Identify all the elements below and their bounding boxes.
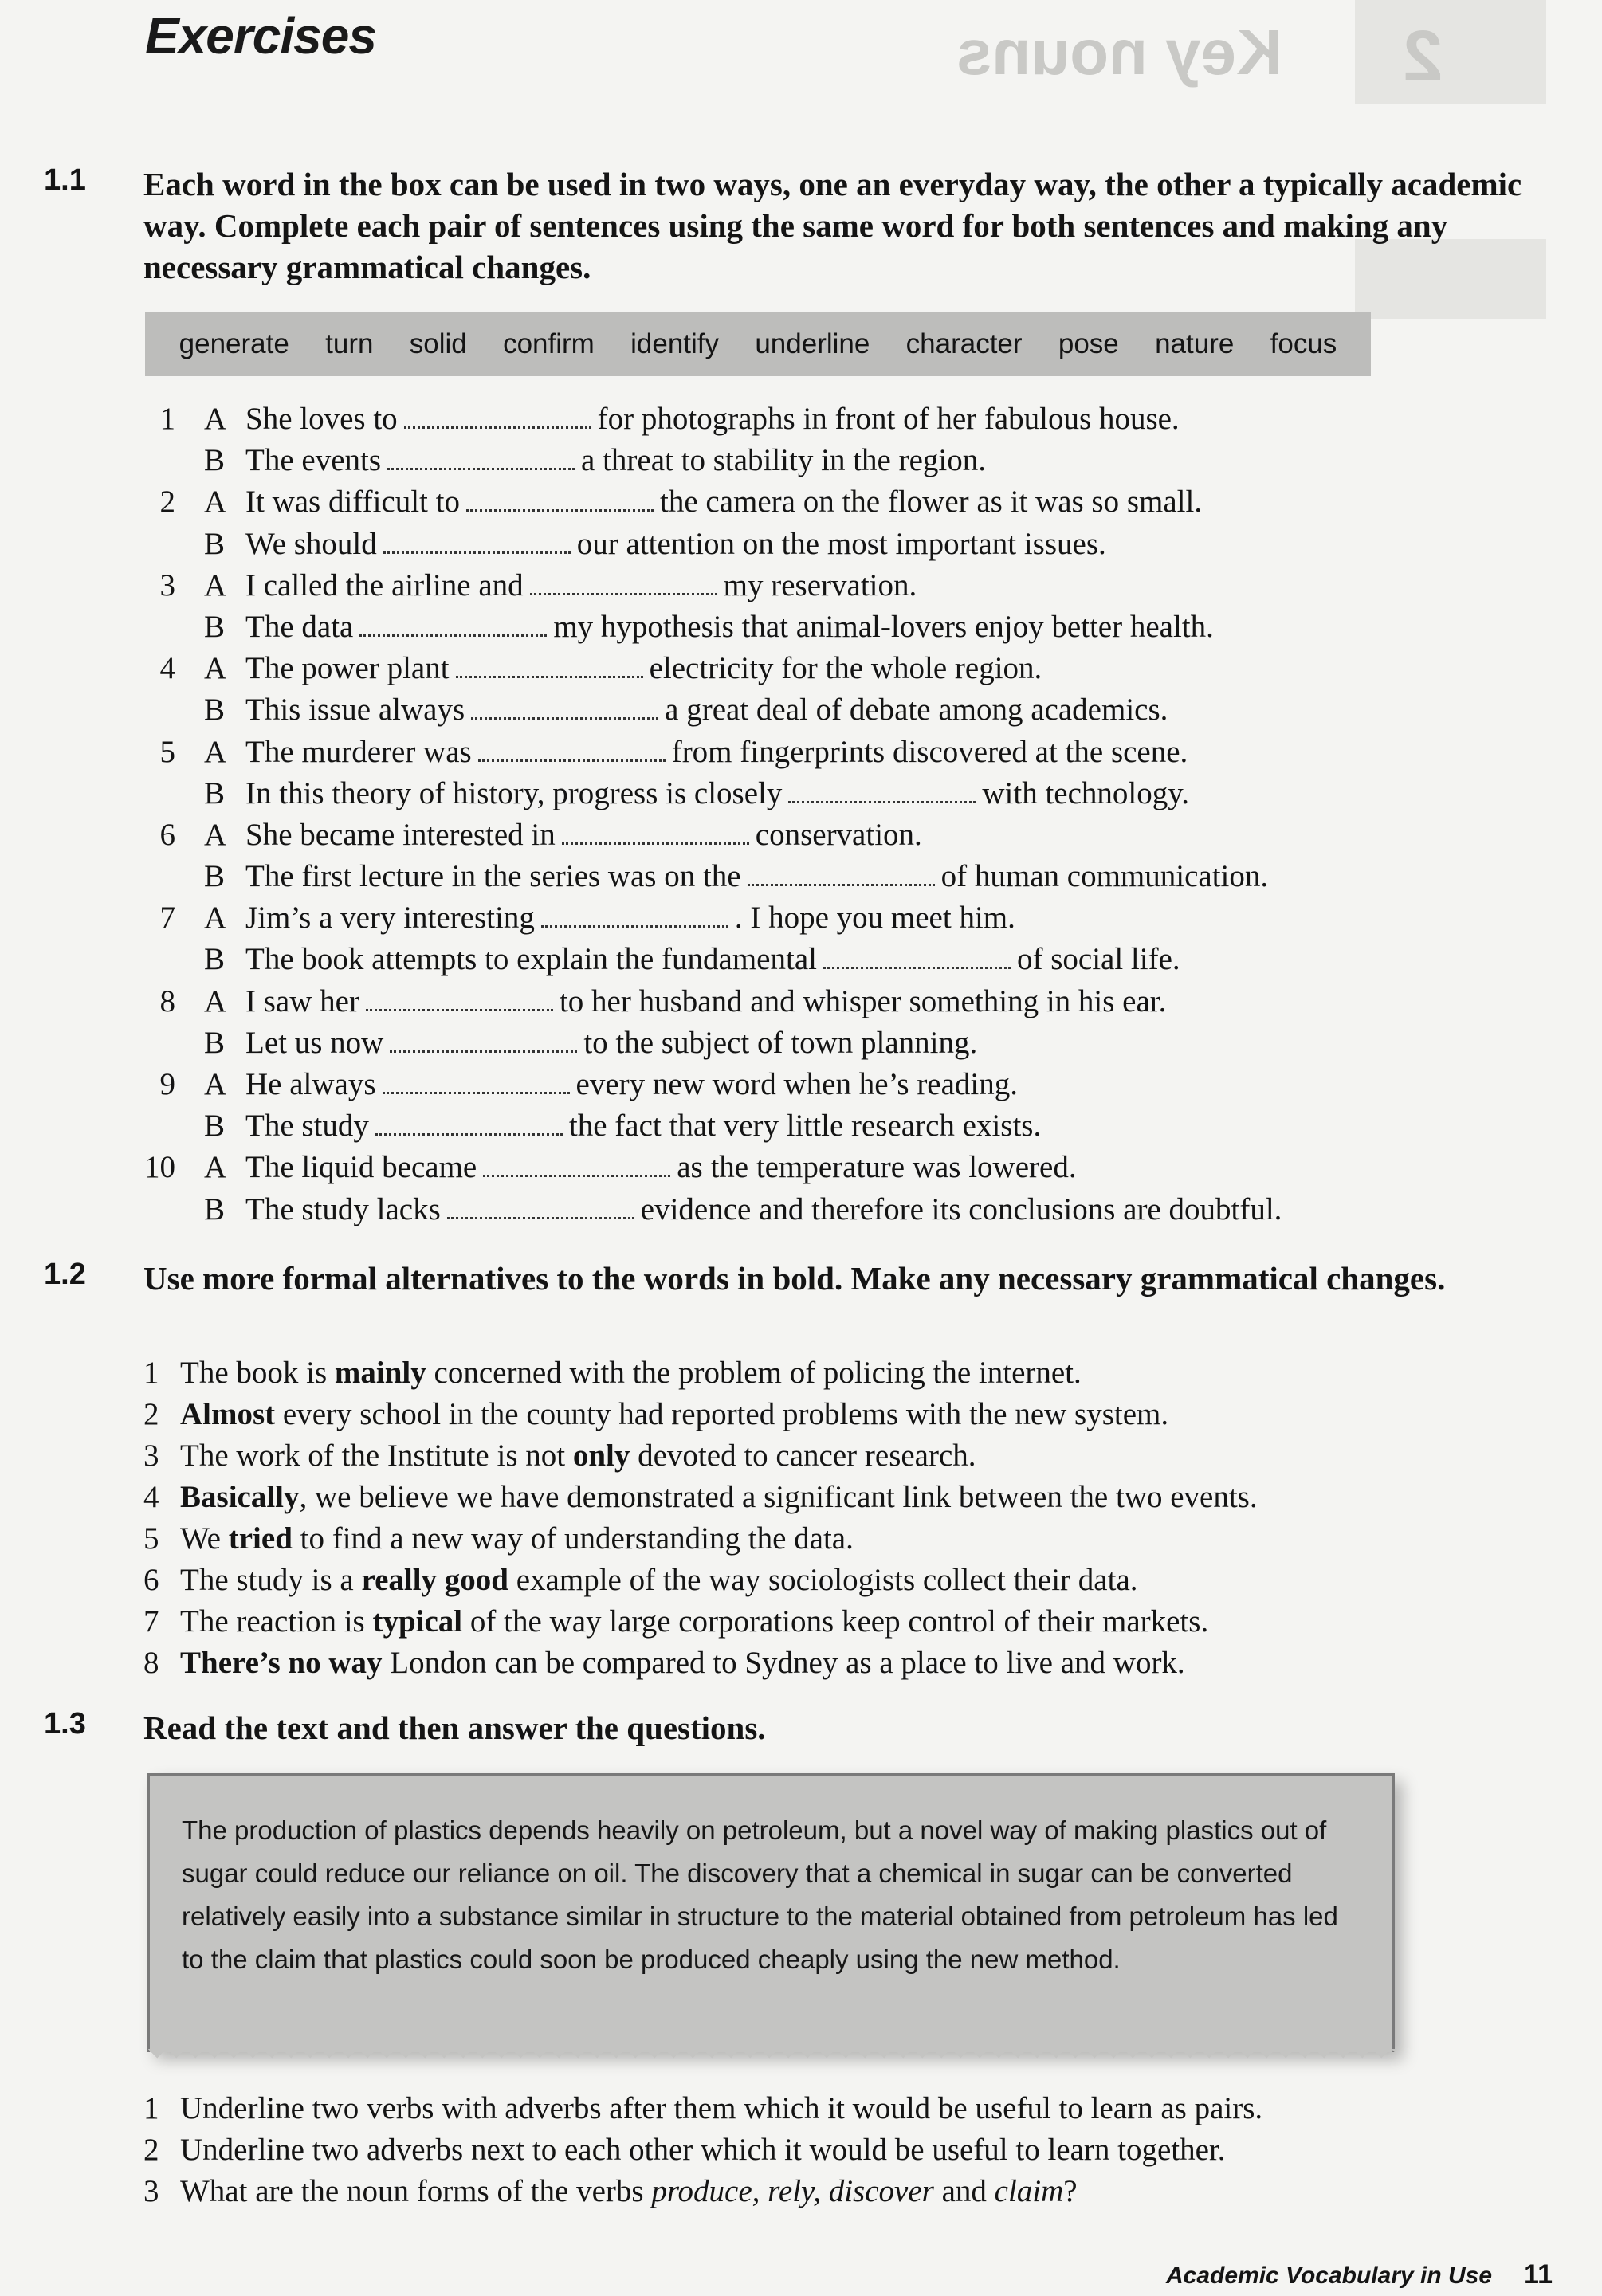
sentence-text — [245, 689, 1168, 731]
answer-blank[interactable] — [390, 1042, 577, 1053]
answer-blank[interactable] — [366, 1001, 553, 1011]
sentence-item — [143, 565, 1578, 606]
item-letter: B — [204, 775, 226, 810]
box-word: underline — [755, 328, 870, 359]
sentence-after: of human communication. — [940, 859, 1269, 894]
bold-word: tried — [228, 1521, 293, 1556]
item-number: 3 — [143, 1438, 159, 1473]
bold-word: only — [572, 1438, 630, 1473]
item-text-pre: We — [180, 1521, 229, 1556]
answer-blank[interactable] — [466, 501, 654, 512]
sentence-after: my hypothesis that animal-lovers enjoy better health. — [553, 609, 1214, 644]
exercise-number: 1.3 — [44, 1707, 86, 1741]
formal-item — [143, 1518, 1578, 1560]
item-letter: B — [204, 1025, 226, 1060]
sentence-item — [143, 648, 1578, 689]
sentence-pair-list — [143, 398, 1578, 1230]
sentence-before: I called the airline and — [245, 567, 524, 602]
bleed-unit-number: 2 — [1403, 17, 1443, 96]
answer-blank[interactable] — [456, 668, 643, 678]
sentence-before: The liquid became — [245, 1150, 477, 1185]
item-letter: A — [204, 817, 227, 852]
answer-blank[interactable] — [748, 876, 935, 886]
sentence-after: a great deal of debate among academics. — [665, 693, 1168, 728]
item-text-post: London can be compared to Sydney as a place to live and work. — [382, 1646, 1185, 1680]
item-letter: A — [204, 651, 227, 686]
sentence-before: The data — [245, 609, 354, 644]
question-item — [143, 2129, 1578, 2171]
box-word: focus — [1270, 328, 1337, 359]
question-list — [143, 2088, 1578, 2212]
bold-word: mainly — [334, 1356, 426, 1390]
page-title: Exercises — [145, 7, 376, 65]
formal-item — [143, 1643, 1578, 1684]
sentence-text — [245, 981, 1166, 1022]
item-text-post: devoted to cancer research. — [630, 1438, 976, 1473]
item-text-pre: The work of the Institute is not — [180, 1438, 573, 1473]
item-number: 1 — [159, 402, 175, 436]
item-text-pre: The reaction is — [180, 1604, 373, 1639]
box-word: identify — [630, 328, 720, 359]
item-text-post: , we believe we have demonstrated a significant link between the two events. — [299, 1480, 1258, 1514]
formal-item — [143, 1560, 1578, 1601]
question-text: and — [933, 2174, 995, 2208]
item-letter: B — [204, 1109, 226, 1144]
sentence-after: . I hope you meet him. — [734, 901, 1015, 936]
book-title: Academic Vocabulary in Use — [1165, 2263, 1493, 2289]
sentence-text — [245, 939, 1180, 980]
answer-blank[interactable] — [404, 418, 591, 429]
answer-blank[interactable] — [483, 1167, 670, 1177]
item-text-post: example of the way sociologists collect their data. — [508, 1563, 1138, 1597]
sentence-item — [143, 897, 1578, 939]
answer-blank[interactable] — [471, 709, 658, 720]
item-number: 2 — [143, 2133, 159, 2167]
bold-word: Basically — [180, 1480, 300, 1514]
sentence-before: The study — [245, 1109, 369, 1144]
exercise-instruction: Use more formal alternatives to the words in bold. Make any necessary grammatical changes. — [143, 1260, 1446, 1297]
sentence-after: to the subject of town planning. — [583, 1025, 978, 1060]
reading-text: The production of plastics depends heavily on petroleum, but a novel way of making plastics out of sugar could reduce our reliance on oil. The discovery that a chemical in sugar can be converted relatively easily into a substance similar in structure to the material obtained from petroleum has led to the claim that plastics could soon be produced cheaply using the new method. — [182, 1815, 1338, 1974]
answer-blank[interactable] — [788, 793, 976, 803]
sentence-item — [143, 524, 1578, 565]
box-word: solid — [409, 328, 467, 359]
sentence-text — [245, 814, 922, 856]
item-letter: B — [204, 859, 226, 894]
answer-blank[interactable] — [541, 917, 728, 928]
item-letter: A — [204, 567, 227, 602]
sentence-after: a threat to stability in the region. — [581, 443, 986, 478]
italic-verbs: produce, rely, discover — [651, 2174, 934, 2208]
item-number: 8 — [143, 1646, 159, 1680]
sentence-item — [143, 981, 1578, 1022]
sentence-after: evidence and therefore its conclusions are doubtful. — [640, 1191, 1282, 1226]
sentence-before: It was difficult to — [245, 485, 460, 520]
item-number: 1 — [143, 1356, 159, 1390]
sentence-before: The study lacks — [245, 1191, 441, 1226]
sentence-item — [143, 1105, 1578, 1147]
item-number: 6 — [143, 1563, 159, 1597]
item-number: 3 — [143, 2174, 159, 2208]
box-word: pose — [1058, 328, 1119, 359]
item-number: 8 — [159, 983, 175, 1018]
sentence-after: my reservation. — [723, 567, 917, 602]
bold-word: There’s no way — [180, 1646, 383, 1680]
sentence-text — [245, 1105, 1041, 1147]
item-number: 6 — [159, 817, 175, 852]
question-item — [143, 2171, 1578, 2212]
box-word: turn — [325, 328, 374, 359]
sentence-before: The events — [245, 443, 382, 478]
sentence-before: We should — [245, 526, 377, 561]
answer-blank[interactable] — [387, 460, 575, 470]
sentence-after: as the temperature was lowered. — [677, 1150, 1077, 1185]
sentence-text — [245, 648, 1042, 689]
sentence-before: He always — [245, 1067, 376, 1101]
sentence-text — [245, 856, 1268, 897]
sentence-item — [143, 939, 1578, 980]
item-letter: A — [204, 983, 227, 1018]
exercise-number: 1.1 — [44, 163, 86, 197]
sentence-after: electricity for the whole region. — [649, 651, 1042, 686]
reading-text-box — [147, 1773, 1395, 2052]
formal-item — [143, 1394, 1578, 1435]
item-number: 7 — [159, 901, 175, 936]
sentence-item — [143, 1064, 1578, 1105]
formal-item — [143, 1477, 1578, 1518]
answer-blank[interactable] — [375, 1125, 563, 1136]
sentence-after: with technology. — [982, 775, 1189, 810]
sentence-after: for photographs in front of her fabulous house. — [597, 402, 1180, 436]
item-letter: A — [204, 901, 227, 936]
sentence-item — [143, 856, 1578, 897]
sentence-text — [245, 1189, 1282, 1230]
answer-blank[interactable] — [530, 585, 717, 595]
answer-blank[interactable] — [447, 1209, 634, 1219]
question-text: Underline two verbs with adverbs after them which it would be useful to learn as pairs. — [180, 2091, 1263, 2125]
sentence-item — [143, 398, 1578, 440]
item-text-post: to find a new way of understanding the data. — [292, 1521, 854, 1556]
sentence-after: conservation. — [755, 817, 922, 852]
page-number: 11 — [1524, 2259, 1553, 2290]
bold-word: really good — [361, 1563, 508, 1597]
item-number: 5 — [159, 734, 175, 769]
box-word: character — [905, 328, 1023, 359]
item-letter: A — [204, 734, 227, 769]
box-word: nature — [1155, 328, 1235, 359]
sentence-text — [245, 606, 1214, 648]
item-number: 5 — [143, 1521, 159, 1556]
item-letter: A — [204, 402, 227, 436]
sentence-item — [143, 1189, 1578, 1230]
sentence-item — [143, 440, 1578, 481]
sentence-text — [245, 481, 1202, 523]
exercise-instruction: Read the text and then answer the questions. — [143, 1709, 766, 1746]
sentence-after: the fact that very little research exists. — [568, 1109, 1042, 1144]
sentence-before: The book attempts to explain the fundamental — [245, 942, 817, 977]
box-word: generate — [179, 328, 289, 359]
formal-item — [143, 1601, 1578, 1643]
page-footer — [1166, 2259, 1553, 2290]
sentence-before: She loves to — [245, 402, 398, 436]
sentence-after: our attention on the most important issues. — [576, 526, 1106, 561]
item-letter: B — [204, 942, 226, 977]
bold-word: typical — [372, 1604, 463, 1639]
sentence-before: This issue always — [245, 693, 465, 728]
box-word: confirm — [503, 328, 595, 359]
sentence-item — [143, 1022, 1578, 1064]
sentence-text — [245, 1022, 977, 1064]
item-text-pre: The book is — [180, 1356, 335, 1390]
item-letter: B — [204, 443, 226, 478]
item-number: 7 — [143, 1604, 159, 1639]
sentence-before: I saw her — [245, 983, 359, 1018]
sentence-item — [143, 814, 1578, 856]
bold-word: Almost — [180, 1397, 276, 1431]
formal-item — [143, 1435, 1578, 1477]
item-number: 3 — [159, 567, 175, 602]
sentence-before: Let us now — [245, 1025, 384, 1060]
sentence-after: of social life. — [1016, 942, 1180, 977]
sentence-text — [245, 440, 986, 481]
sentence-before: She became interested in — [245, 817, 556, 852]
sentence-before: The murderer was — [245, 734, 472, 769]
sentence-item — [143, 689, 1578, 731]
item-number: 4 — [159, 651, 175, 686]
item-letter: B — [204, 526, 226, 561]
sentence-before: The first lecture in the series was on the — [245, 859, 741, 894]
formal-item — [143, 1352, 1578, 1394]
exercise-instruction: Each word in the box can be used in two ways, one an everyday way, the other a typically academic way. Complete each pair of sentences using the same word for both sentences and making any necessary grammatical changes. — [143, 166, 1522, 285]
item-letter: A — [204, 485, 227, 520]
answer-blank[interactable] — [383, 544, 571, 554]
item-letter: A — [204, 1067, 227, 1101]
sentence-text — [245, 524, 1106, 565]
item-text-post: of the way large corporations keep control of their markets. — [462, 1604, 1209, 1639]
sentence-after: to her husband and whisper something in his ear. — [559, 983, 1167, 1018]
sentence-text — [245, 1147, 1077, 1188]
item-text-pre: The study is a — [180, 1563, 362, 1597]
question-item — [143, 2088, 1578, 2129]
sentence-item — [143, 606, 1578, 648]
item-number: 2 — [159, 485, 175, 520]
item-letter: B — [204, 1191, 226, 1226]
sentence-text — [245, 773, 1189, 814]
sentence-item — [143, 732, 1578, 773]
item-number: 4 — [143, 1480, 159, 1514]
sentence-after: the camera on the flower as it was so small. — [659, 485, 1203, 520]
sentence-before: The power plant — [245, 651, 450, 686]
sentence-before: Jim’s a very interesting — [245, 901, 535, 936]
exercise-number: 1.2 — [44, 1258, 86, 1291]
sentence-text — [245, 565, 917, 606]
answer-blank[interactable] — [562, 834, 749, 845]
item-letter: B — [204, 693, 226, 728]
sentence-text — [245, 398, 1180, 440]
sentence-before: In this theory of history, progress is closely — [245, 775, 783, 810]
item-number: 9 — [159, 1067, 175, 1101]
item-letter: B — [204, 609, 226, 644]
item-text-post: concerned with the problem of policing the internet. — [426, 1356, 1082, 1390]
sentence-text — [245, 1064, 1018, 1105]
item-text-post: every school in the county had reported problems with the new system. — [275, 1397, 1169, 1431]
sentence-item — [143, 481, 1578, 523]
bleed-unit-title: Key nouns — [956, 17, 1282, 88]
sentence-after: every new word when he’s reading. — [575, 1067, 1019, 1101]
italic-verb: claim — [994, 2174, 1064, 2208]
item-letter: A — [204, 1150, 227, 1185]
question-text: What are the noun forms of the verbs — [180, 2174, 652, 2208]
answer-blank[interactable] — [478, 752, 666, 762]
answer-blank[interactable] — [383, 1084, 570, 1094]
sentence-text — [245, 732, 1188, 773]
answer-blank[interactable] — [359, 626, 547, 637]
sentence-item — [143, 773, 1578, 814]
question-text: Underline two adverbs next to each other which it would be useful to learn together. — [180, 2133, 1226, 2167]
sentence-text — [245, 897, 1015, 939]
formal-alternatives-list — [143, 1352, 1578, 1684]
question-text: ? — [1063, 2174, 1078, 2208]
item-number: 10 — [144, 1150, 175, 1185]
word-box — [145, 312, 1371, 376]
item-number: 2 — [143, 1397, 159, 1431]
answer-blank[interactable] — [823, 959, 1011, 969]
item-number: 1 — [143, 2091, 159, 2125]
sentence-item — [143, 1147, 1578, 1188]
sentence-after: from fingerprints discovered at the scene. — [671, 734, 1188, 769]
